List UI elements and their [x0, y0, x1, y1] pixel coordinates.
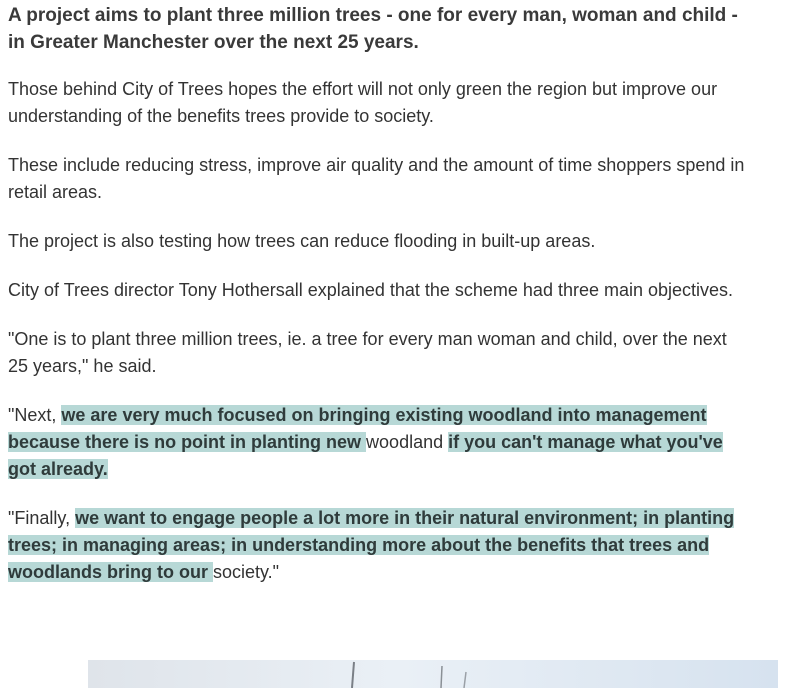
- highlighted-text[interactable]: we want to engage people a lot more in their natural environment; in planting trees; in managing areas; in understanding more about the benefits that trees and woodlands bring to our: [8, 508, 735, 582]
- article-photo: [88, 660, 778, 688]
- plain-text: woodland: [366, 432, 449, 452]
- article-paragraph: These include reducing stress, improve air quality and the amount of time shoppers spend in retail areas.: [8, 155, 745, 202]
- article-paragraph: "One is to plant three million trees, ie. a tree for every man woman and child, over the next 25 years," he said.: [8, 329, 727, 376]
- article-paragraph: City of Trees director Tony Hothersall explained that the scheme had three main objectives.: [8, 280, 734, 300]
- article-lead: A project aims to plant three million trees - one for every man, woman and child - in Greater Manchester over the next 25 years.: [8, 5, 738, 53]
- article-paragraph: Those behind City of Trees hopes the effort will not only green the region but improve our understanding of the benefits trees provide to society.: [8, 79, 718, 126]
- highlighted-text[interactable]: if you can't manage what you've got already.: [8, 432, 723, 479]
- quote-finally-paragraph: [8, 505, 748, 586]
- highlighted-text[interactable]: we are very much focused on bringing existing woodland into management because there is no point in planting new: [8, 405, 707, 452]
- quote-next-paragraph: [8, 402, 748, 483]
- article-paragraph: The project is also testing how trees can reduce flooding in built-up areas.: [8, 231, 596, 251]
- plain-text: society.": [212, 562, 280, 582]
- quote-prefix: "Next,: [8, 405, 62, 425]
- article-body: [8, 0, 748, 586]
- tree-branches-image: [88, 660, 778, 688]
- quote-prefix: "Finally,: [8, 508, 76, 528]
